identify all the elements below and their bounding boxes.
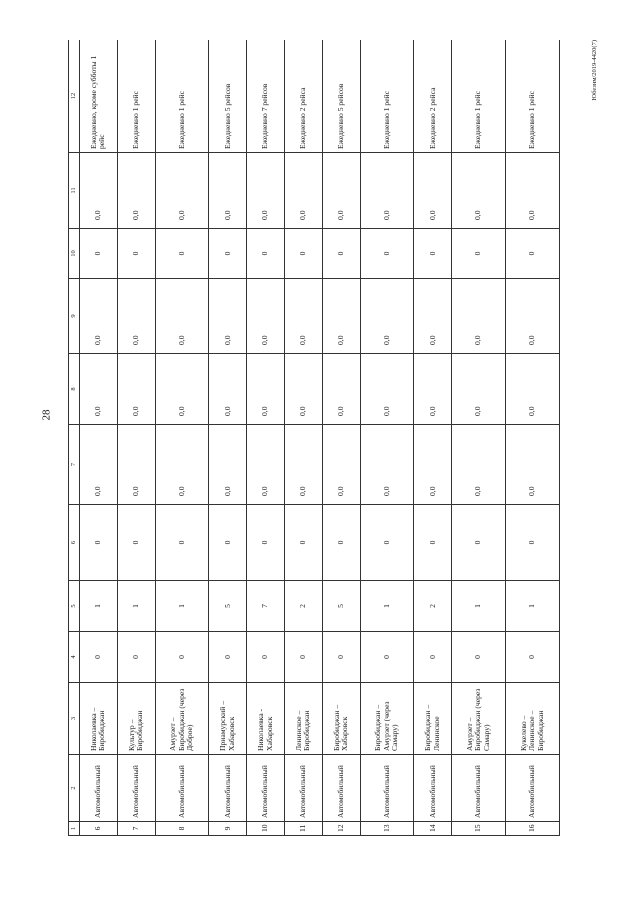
column-5-cell: 7 [247,581,285,632]
table-row [209,40,247,836]
column-11-cell: 0,0 [452,153,506,229]
column-8-cell: 0,0 [414,354,452,425]
column-8-cell: 0,0 [117,354,155,425]
schedule-cell: Ежедневно 1 рейс [360,40,414,153]
page-number [36,405,56,425]
column-9-cell: 0,0 [360,279,414,354]
column-number: 8 [69,354,80,425]
row-number-cell: 15 [452,822,506,836]
schedule-cell: Ежедневно 1 рейс [117,40,155,153]
column-6-cell: 0 [155,505,209,581]
route-cell: Биробиджан – Амурзет (через Самару) [360,683,414,755]
row-number-cell: 8 [155,822,209,836]
column-number: 4 [69,632,80,683]
column-4-cell: 0 [209,632,247,683]
table-row [80,40,118,836]
column-11-cell: 0,0 [155,153,209,229]
column-6-cell: 0 [452,505,506,581]
column-8-cell: 0,0 [247,354,285,425]
column-4-cell: 0 [284,632,322,683]
transport-type-cell: Автомобильный [284,755,322,822]
column-7-cell: 0,0 [80,425,118,505]
column-6-cell: 0 [506,505,560,581]
transport-type-cell: Автомобильный [452,755,506,822]
column-9-cell: 0,0 [506,279,560,354]
document-code [587,40,605,260]
schedule-cell: Ежедневно, кроме субботы 1 рейс [80,40,118,153]
table-row [360,40,414,836]
column-6-cell: 0 [247,505,285,581]
column-10-cell: 0 [284,229,322,279]
row-number-cell: 12 [322,822,360,836]
column-4-cell: 0 [117,632,155,683]
column-8-cell: 0,0 [80,354,118,425]
row-number-cell: 10 [247,822,285,836]
column-11-cell: 0,0 [80,153,118,229]
column-8-cell: 0,0 [506,354,560,425]
column-number-row [69,40,80,836]
column-9-cell: 0,0 [80,279,118,354]
transport-type-cell: Автомобильный [155,755,209,822]
column-4-cell: 0 [155,632,209,683]
column-6-cell: 0 [209,505,247,581]
column-9-cell: 0,0 [247,279,285,354]
table-row [284,40,322,836]
transport-type-cell: Автомобильный [247,755,285,822]
column-10-cell: 0 [322,229,360,279]
column-7-cell: 0,0 [360,425,414,505]
column-10-cell: 0 [209,229,247,279]
table-body [69,40,560,836]
column-10-cell: 0 [414,229,452,279]
column-9-cell: 0,0 [155,279,209,354]
column-8-cell: 0,0 [452,354,506,425]
column-8-cell: 0,0 [155,354,209,425]
column-5-cell: 1 [117,581,155,632]
table-row [117,40,155,836]
route-cell: Культур – Биробиджан [117,683,155,755]
column-10-cell: 0 [360,229,414,279]
column-6-cell: 0 [322,505,360,581]
column-9-cell: 0,0 [322,279,360,354]
column-10-cell: 0 [247,229,285,279]
column-11-cell: 0,0 [360,153,414,229]
column-9-cell: 0,0 [117,279,155,354]
table-row [506,40,560,836]
column-7-cell: 0,0 [247,425,285,505]
table-row [155,40,209,836]
schedule-cell: Ежедневно 1 рейс [452,40,506,153]
column-6-cell: 0 [284,505,322,581]
routes-table-area [68,40,560,836]
column-7-cell: 0,0 [414,425,452,505]
row-number-cell: 13 [360,822,414,836]
route-cell: Биробиджан – Хабаровск [322,683,360,755]
column-7-cell: 0,0 [284,425,322,505]
routes-table [68,40,560,836]
column-number: 9 [69,279,80,354]
column-11-cell: 0,0 [117,153,155,229]
column-11-cell: 0,0 [209,153,247,229]
column-number: 11 [69,153,80,229]
schedule-cell: Ежедневно 1 рейс [506,40,560,153]
column-6-cell: 0 [360,505,414,581]
column-7-cell: 0,0 [155,425,209,505]
table-row [414,40,452,836]
table-row [247,40,285,836]
column-4-cell: 0 [360,632,414,683]
column-number: 6 [69,505,80,581]
row-number-cell: 16 [506,822,560,836]
column-9-cell: 0,0 [414,279,452,354]
schedule-cell: Ежедневно 2 рейса [414,40,452,153]
row-number-cell: 9 [209,822,247,836]
table-row [452,40,506,836]
column-5-cell: 1 [360,581,414,632]
route-cell: Кукелево – Ленинское – Биробиджан [506,683,560,755]
transport-type-cell: Автомобильный [80,755,118,822]
column-6-cell: 0 [117,505,155,581]
column-5-cell: 2 [284,581,322,632]
row-number-cell: 7 [117,822,155,836]
transport-type-cell: Автомобильный [414,755,452,822]
column-10-cell: 0 [506,229,560,279]
column-6-cell: 0 [414,505,452,581]
column-11-cell: 0,0 [284,153,322,229]
column-9-cell: 0,0 [284,279,322,354]
route-cell: Николаевка – Биробиджан [80,683,118,755]
column-10-cell: 0 [155,229,209,279]
column-4-cell: 0 [414,632,452,683]
column-7-cell: 0,0 [209,425,247,505]
column-8-cell: 0,0 [322,354,360,425]
transport-type-cell: Автомобильный [506,755,560,822]
transport-type-cell: Автомобильный [209,755,247,822]
route-cell: Амурзет – Биробиджан (через Доброе) [155,683,209,755]
column-number: 10 [69,229,80,279]
row-number-cell: 11 [284,822,322,836]
table-row [322,40,360,836]
column-5-cell: 5 [209,581,247,632]
page-number-text: 28 [40,409,52,421]
column-number: 1 [69,822,80,836]
column-11-cell: 0,0 [506,153,560,229]
column-5-cell: 1 [80,581,118,632]
column-5-cell: 1 [452,581,506,632]
route-cell: Амурзет – Биробиджан (через Самару) [452,683,506,755]
column-5-cell: 1 [506,581,560,632]
transport-type-cell: Автомобильный [360,755,414,822]
column-9-cell: 0,0 [209,279,247,354]
column-number: 7 [69,425,80,505]
column-7-cell: 0,0 [117,425,155,505]
column-9-cell: 0,0 [452,279,506,354]
column-10-cell: 0 [80,229,118,279]
column-4-cell: 0 [247,632,285,683]
column-6-cell: 0 [80,505,118,581]
column-5-cell: 2 [414,581,452,632]
column-10-cell: 0 [117,229,155,279]
schedule-cell: Ежедневно 5 рейсов [209,40,247,153]
column-4-cell: 0 [322,632,360,683]
column-11-cell: 0,0 [322,153,360,229]
column-number: 12 [69,40,80,153]
rotated-table-container [68,40,560,836]
column-10-cell: 0 [452,229,506,279]
column-11-cell: 0,0 [247,153,285,229]
column-8-cell: 0,0 [360,354,414,425]
column-number: 5 [69,581,80,632]
schedule-cell: Ежедневно 7 рейсов [247,40,285,153]
route-cell: Николаевка - Хабаровск [247,683,285,755]
column-5-cell: 5 [322,581,360,632]
row-number-cell: 14 [414,822,452,836]
route-cell: Биробиджан – Ленинское [414,683,452,755]
schedule-cell: Ежедневно 1 рейс [155,40,209,153]
column-11-cell: 0,0 [414,153,452,229]
route-cell: Ленинское – Биробиджан [284,683,322,755]
column-7-cell: 0,0 [322,425,360,505]
column-4-cell: 0 [452,632,506,683]
column-7-cell: 0,0 [452,425,506,505]
column-8-cell: 0,0 [284,354,322,425]
column-number: 2 [69,755,80,822]
schedule-cell: Ежедневно 2 рейса [284,40,322,153]
column-8-cell: 0,0 [209,354,247,425]
column-5-cell: 1 [155,581,209,632]
transport-type-cell: Автомобильный [117,755,155,822]
row-number-cell: 6 [80,822,118,836]
column-4-cell: 0 [506,632,560,683]
route-cell: Приамурский – Хабаровск [209,683,247,755]
column-7-cell: 0,0 [506,425,560,505]
document-code-text: Юбезнм/2019-4420(7) [591,40,598,101]
schedule-cell: Ежедневно 5 рейсов [322,40,360,153]
column-4-cell: 0 [80,632,118,683]
column-number: 3 [69,683,80,755]
transport-type-cell: Автомобильный [322,755,360,822]
